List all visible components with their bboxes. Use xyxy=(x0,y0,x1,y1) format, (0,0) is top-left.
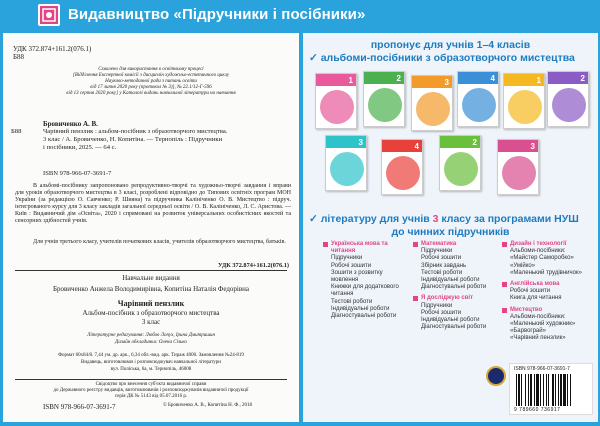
book-subtitle: Альбом-посібник з образотворчого мистецтва xyxy=(82,309,220,317)
subject-title: Математика xyxy=(421,241,503,248)
album-covers xyxy=(311,69,591,205)
subject-item: Збірник завдань xyxy=(421,262,467,269)
subject-item: «Умійко» xyxy=(510,262,536,269)
album-cover-picture xyxy=(320,90,354,124)
album-cover-grade: 4 xyxy=(414,142,419,151)
subject-item: Діагностувальні роботи xyxy=(331,313,397,320)
udk-code: УДК 372.874+161.2(076.1) xyxy=(13,45,92,53)
specs-line: Видавець, виготовлювач і розповсюджувач навчальної літератури xyxy=(81,360,221,365)
description-paragraph: В альбомі-посібнику запропоновано репродуктивно-творчі та художньо-творчі завдання і вправи для уроків образотворчого мистецтва в 3 класі, розроблені відповідно до Типових освітніх програм МОН України (за редакцією О. Савченко; Р. Шияна) та підручника Калініченко О. В. Мистецтво : підруч. інтегрованого курсу для 3 класу закладів загальної середньої освіти / О. В. Калініченко, Л. С. Аристова. — Київ : Видавничий дім «Освіта», 2020 і спрямовані на розвиток універсальних особистісних якостей та сенсорних здібностей учнів. xyxy=(15,183,291,224)
album-cover xyxy=(439,135,481,191)
subject-item: Індивідуальні роботи xyxy=(331,305,390,312)
subject-item: «Маленький художник» xyxy=(510,321,576,328)
subject-item: «Маленький трудівничок» xyxy=(510,269,582,276)
copyright: © Бровиченко А. В., Копитіна Н. Ф., 2018 xyxy=(163,403,252,408)
publisher-title: Видавництво «Підручники і посібники» xyxy=(68,6,366,23)
registry-note: серія ДК № 5143 від 05.07.2016 р. xyxy=(114,394,188,399)
header xyxy=(0,0,600,30)
album-cover xyxy=(315,73,357,129)
subject-item: Індивідуальні роботи xyxy=(421,277,480,284)
approval-line: від 13 серпня 2020 року] у Каталозі видань навчальної літератури на навчання xyxy=(66,91,236,96)
approval-line: від 17 липня 2020 року (протокол № 3)], № 22.1/12-Г-596 xyxy=(90,85,212,90)
album-cover xyxy=(411,75,453,131)
barcode-isbn: ISBN 978-966-07-3691-7 xyxy=(514,366,570,372)
subject-math xyxy=(421,241,503,331)
subject-item: Книга для читання xyxy=(510,295,562,302)
subject-item: «Майстер Саморобко» xyxy=(510,255,574,262)
album-cover-picture xyxy=(444,152,478,186)
approval-line: Науково-методичної ради з питань освіти xyxy=(105,79,197,84)
subject-item: Робочі зошити xyxy=(421,309,462,316)
registry-note: до Державного реєстру видавців, виготовлювачів і розповсюджувачів видавничої продукції xyxy=(53,388,249,393)
book-title: Чарівний пензлик xyxy=(117,299,185,308)
barcode xyxy=(509,363,593,415)
album-cover-picture xyxy=(552,88,586,122)
album-cover-grade: 3 xyxy=(530,142,535,151)
album-cover-grade: 2 xyxy=(396,74,401,83)
album-cover-picture xyxy=(462,88,496,122)
author-heading: Бровиченко А. В. xyxy=(43,120,98,128)
subject-item: Підручники xyxy=(331,255,363,262)
subject-item: Підручники xyxy=(421,248,453,255)
registry-note: Свідоцтво про внесення суб'єкта видавничої справи xyxy=(95,382,207,387)
subject-item: «Барвограй» xyxy=(510,328,546,335)
award-seal-icon xyxy=(486,366,506,386)
subject-item: Зошити з розвитку мовлення xyxy=(331,269,383,284)
album-cover-grade: 3 xyxy=(444,78,449,87)
album-cover-grade: 4 xyxy=(490,74,495,83)
subject-title: Я досліджую світ xyxy=(421,295,503,302)
isbn: ISBN 978-966-07-3691-7 xyxy=(43,170,112,177)
divider xyxy=(15,270,287,271)
subject-item: Книжки для додаткового читання xyxy=(331,284,399,298)
subject-item: Діагностувальні роботи xyxy=(421,284,487,291)
album-cover-grade: 1 xyxy=(536,76,541,85)
album-cover xyxy=(325,135,367,191)
album-cover-grade: 3 xyxy=(358,138,363,147)
udk-code-right: УДК 372.874+161.2(076.1) xyxy=(217,262,289,269)
album-cover xyxy=(503,73,545,129)
barcode-bars xyxy=(516,374,588,406)
album-cover-picture xyxy=(416,92,450,126)
isbn-bottom: ISBN 978-966-07-3691-7 xyxy=(43,403,116,411)
album-cover-grade: 2 xyxy=(472,138,477,147)
audience-paragraph: Для учнів третього класу, учителів початкових класів, учителів образотворчого мистецтва, батьків. xyxy=(33,239,286,245)
album-cover-picture xyxy=(330,152,364,186)
edition-label: Навчальне видання xyxy=(122,274,180,282)
grade: 3 клас xyxy=(141,318,161,326)
album-cover-picture xyxy=(368,88,402,122)
subject-ukrainian xyxy=(331,241,409,320)
subject-title: Українська мова та читання xyxy=(331,241,409,255)
offer-subheading: ✓ альбоми-посібники з образотворчого мистецтва xyxy=(309,52,575,64)
album-cover-grade: 2 xyxy=(580,74,585,83)
subject-item: Тестові роботи xyxy=(421,269,463,276)
album-cover-picture xyxy=(502,156,536,190)
bib-line: 3 клас / А. Бровиченко, Н. Копитіна. — Тернопіль : Підручники xyxy=(43,136,223,143)
subject-item: Робочі зошити xyxy=(510,288,551,295)
subject-title: Дизайн і технології xyxy=(510,241,594,248)
bib-line: Чарівний пензлик : альбом-посібник з образотворчого мистецтва. xyxy=(43,128,228,135)
subject-item: «Чарівний пензлик» xyxy=(510,335,566,342)
literature-heading-b: класу за програмами НУШ xyxy=(438,213,579,225)
album-cover-grade: 1 xyxy=(348,76,353,85)
album-cover xyxy=(363,71,405,127)
subject-item: Альбоми-посібники: xyxy=(510,313,566,320)
b88-side-code: Б88 xyxy=(11,128,22,135)
subject-item: Робочі зошити xyxy=(331,262,372,269)
specs-line: вул. Поліська, 6а, м. Тернопіль, 46008 xyxy=(110,367,192,372)
literature-heading-a: ✓ літературу для учнів xyxy=(309,213,433,225)
bib-line: і посібники, 2025. — 64 с. xyxy=(43,144,117,151)
album-cover xyxy=(547,71,589,127)
album-cover xyxy=(457,71,499,127)
subject-item: Робочі зошити xyxy=(421,255,462,262)
authors-line: Бровиченко Анжела Володимирівна, Копитіна Наталія Федорівна xyxy=(52,285,250,293)
imprint-page xyxy=(3,33,299,422)
catalog-page xyxy=(303,33,598,422)
credits-line: Літературне редагування: Любов Лопух, Ірина Дмитришин xyxy=(87,333,215,338)
album-cover xyxy=(381,139,423,195)
subject-title: Мистецтво xyxy=(510,307,594,314)
album-cover xyxy=(497,139,539,195)
album-cover-picture xyxy=(386,156,420,190)
offer-heading: пропонує для учнів 1–4 класів xyxy=(370,39,531,51)
album-cover-picture xyxy=(508,90,542,124)
subject-item: Тестові роботи xyxy=(331,298,373,305)
subject-item: Альбоми-посібники: xyxy=(510,248,566,255)
publisher-logo-icon xyxy=(38,4,60,26)
divider xyxy=(15,379,287,380)
barcode-number: 9 789660 736917 xyxy=(514,407,561,413)
subject-item: Підручники xyxy=(421,302,453,309)
b88-code: Б88 xyxy=(13,53,25,61)
subject-title: Англійська мова xyxy=(510,281,594,288)
subject-design xyxy=(510,241,594,343)
credits-line: Дизайн обкладинки: Олена Сізько xyxy=(115,340,187,345)
specs-line: Формат 60х84/8. 7,44 ум. др. арк., 6,34 обл.-вид. арк. Тираж 4000. Замовлення №24-819 xyxy=(58,353,244,358)
approval-line: Схвалено для використання в освітньому процесі xyxy=(98,67,204,72)
literature-heading xyxy=(309,213,579,225)
literature-subheading: до чинних підручників xyxy=(391,226,510,238)
literature-heading-grade: 3 xyxy=(432,213,439,225)
subject-item: Діагностувальні роботи xyxy=(421,324,487,331)
subject-item: Індивідуальні роботи xyxy=(421,317,480,324)
approval-line: [Відділення Експертної комісії з дисциплін художньо-естетичного циклу xyxy=(72,73,230,78)
barcode-bar xyxy=(571,374,572,406)
